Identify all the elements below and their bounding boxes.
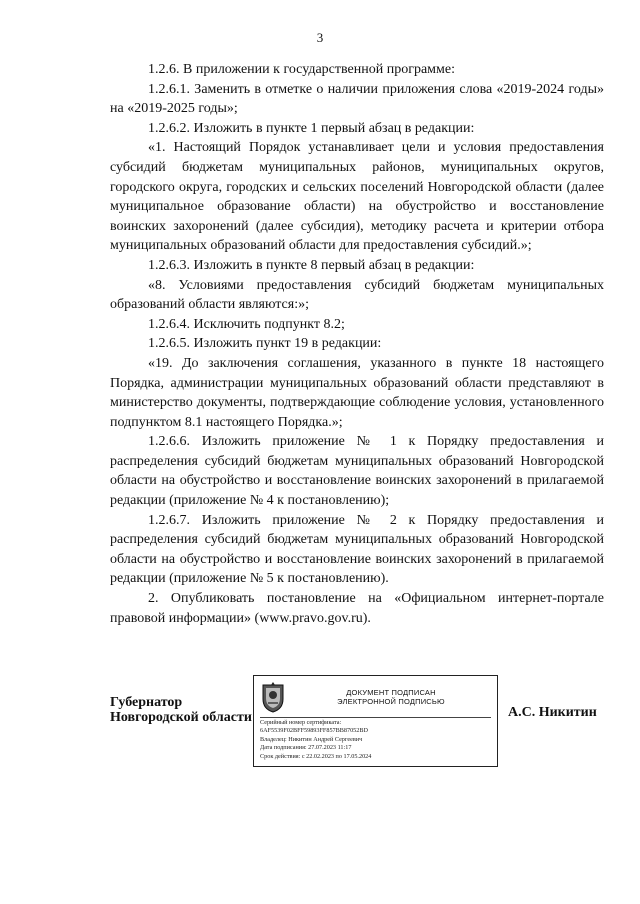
page-number: 3 — [316, 30, 324, 45]
stamp-heading-line: ДОКУМЕНТ ПОДПИСАН — [346, 688, 436, 697]
paragraph: «8. Условиями предоставления субсидий бюджетам муниципальных образований области являются:»; — [110, 277, 604, 313]
paragraph: 1.2.6.5. Изложить пункт 19 в редакции: — [148, 336, 382, 352]
paragraph: «1. Настоящий Порядок устанавливает цели и условия предоставления субсидий бюджетам муниципальных районов, муниципальных округов, городского округа, городских и сельских поселений Новгородской области (далее муниципальное образование области) на обустройство и восстановление воинских захоронений (далее субсидия), методику расчета и критерии отбора муниципальных образований области для предоставления субсидий.»; — [110, 140, 604, 254]
cert-number: 6AF5539F02BFF59893FF857BB87052BD — [260, 727, 368, 735]
signed-date: Дата подписания: 27.07.2023 11:17 — [260, 744, 352, 752]
coat-of-arms-icon — [260, 682, 286, 714]
paragraph: 1.2.6.4. Исключить подпункт 8.2; — [148, 316, 345, 332]
paragraph: «19. До заключения соглашения, указанного в пункте 18 настоящего Порядка, администрации муниципальных образований области представляют в министерство документы, подтверждающие соблюдение условия, установленного подпунктом 8.1 настоящего Порядка.»; — [110, 355, 604, 430]
signatory-title-line: Губернатор — [110, 695, 183, 710]
electronic-signature-stamp — [253, 675, 498, 767]
stamp-heading-line: ЭЛЕКТРОННОЙ ПОДПИСЬЮ — [337, 697, 445, 706]
cert-owner: Владелец: Никитин Андрей Сергеевич — [260, 735, 363, 743]
signatory-title — [110, 695, 252, 725]
signatory-title-line: Новгородской области — [110, 710, 252, 725]
paragraph: 1.2.6.3. Изложить в пункте 8 первый абзац в редакции: — [148, 257, 475, 273]
paragraph: 2. Опубликовать постановление на «Официальном интернет-портале правовой информации» (www.pravo.gov.ru). — [110, 591, 604, 626]
document-body — [110, 60, 604, 628]
paragraph: 1.2.6.6. Изложить приложение № 1 к Порядку предоставления и распределения субсидий бюджетам муниципальных образований Новгородской области на обустройство и восстановление воинских захоронений в прилагаемой редакции (приложение № 4 к постановлению); — [110, 434, 604, 509]
paragraph: 1.2.6. В приложении к государственной программе: — [148, 62, 455, 77]
paragraph: 1.2.6.2. Изложить в пункте 1 первый абзац в редакции: — [148, 120, 475, 136]
stamp-divider — [260, 717, 491, 718]
cert-validity: Срок действия: с 22.02.2023 по 17.05.2024 — [260, 752, 372, 760]
cert-label: Серийный номер сертификата: — [260, 719, 342, 726]
paragraph: 1.2.6.7. Изложить приложение № 2 к Порядку предоставления и распределения субсидий бюджетам муниципальных образований Новгородской области на обустройство и восстановление воинских захоронений в прилагаемой редакции (приложение № 5 к постановлению). — [110, 512, 604, 587]
stamp-heading — [296, 688, 486, 706]
stamp-details — [260, 719, 495, 761]
paragraph: 1.2.6.1. Заменить в отметке о наличии приложения слова «2019-2024 годы» на «2019-2025 годы»; — [110, 81, 604, 117]
signatory-name: А.С. Никитин — [508, 705, 597, 720]
signature-block — [0, 670, 640, 770]
